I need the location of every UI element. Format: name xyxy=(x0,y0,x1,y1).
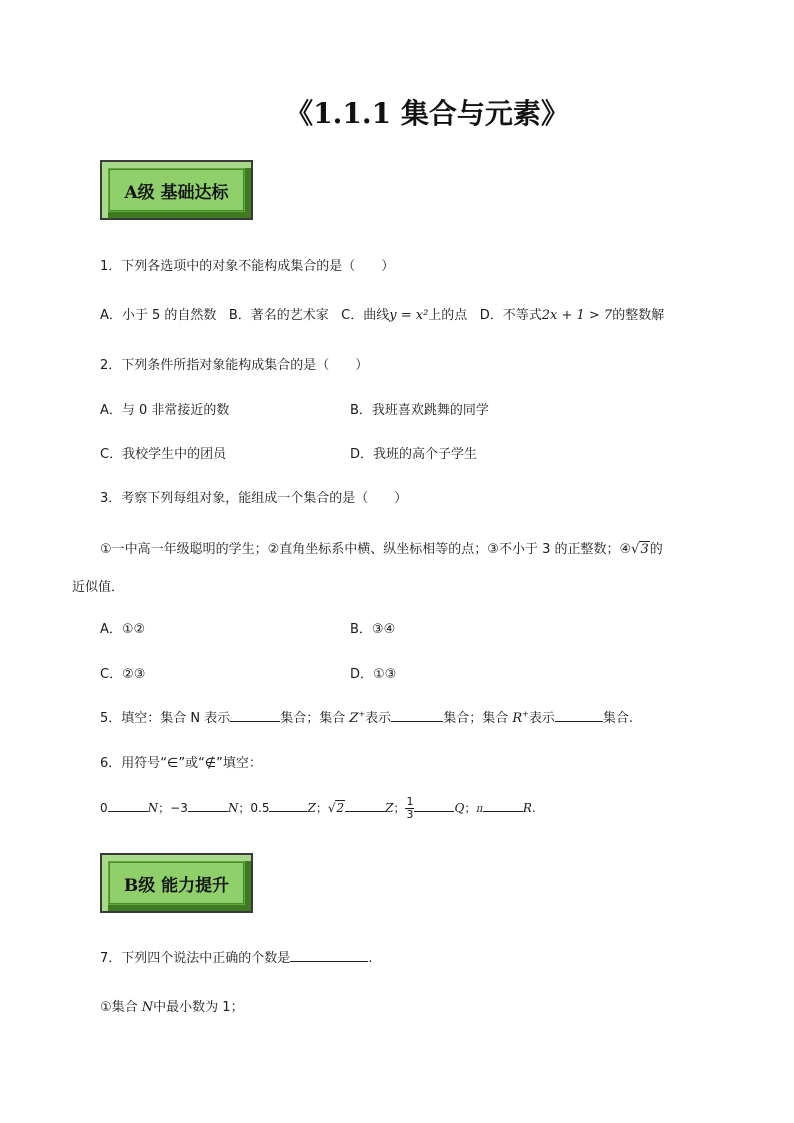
sqrt3-expression: √3 xyxy=(631,542,649,557)
q3-items-line1 xyxy=(100,538,663,557)
q5-set-z: Z xyxy=(349,711,359,726)
q1-option-c-prefix: C．曲线 xyxy=(341,308,390,323)
q6-stem: 6．用符号“∈”或“∉”填空： xyxy=(100,756,262,771)
section-a-badge xyxy=(100,160,253,220)
fraction-numerator: 1 xyxy=(406,795,414,808)
separator: ； xyxy=(238,801,251,815)
q6-blank-1[interactable] xyxy=(108,799,148,812)
q1-option-b: B．著名的艺术家 xyxy=(228,308,329,323)
q7-blank[interactable] xyxy=(290,949,368,962)
q6-set-z-1: Z xyxy=(307,801,316,815)
q1-stem: 1．下列各选项中的对象不能构成集合的是（ ） xyxy=(100,259,395,274)
sqrt3-radicand: 3 xyxy=(640,542,649,557)
q6-set-q: Q xyxy=(454,801,465,815)
q5-blank-1[interactable] xyxy=(230,709,280,722)
q5-text-6: 集合. xyxy=(602,711,633,726)
separator: ； xyxy=(393,801,406,815)
q7-item-1-prefix: ①集合 xyxy=(100,1000,138,1015)
period: . xyxy=(531,801,536,815)
q6-set-n-2: N xyxy=(227,801,239,815)
q2-option-b: B．我班喜欢跳舞的同学 xyxy=(350,403,489,418)
q7-item-1-set: N xyxy=(141,1000,154,1015)
q1-option-d-math: 2x + 1 > 7 xyxy=(541,308,613,323)
q6-set-r: R xyxy=(522,801,532,815)
fraction-denominator: 3 xyxy=(406,808,414,821)
q1-option-c-suffix: 上的点 xyxy=(428,308,468,323)
q1-option-c-math: y = x² xyxy=(389,308,429,323)
q3-option-a: A．①② xyxy=(100,622,146,637)
q5-line xyxy=(100,707,633,726)
q7-item-1-suffix: 中最小数为 1； xyxy=(153,1000,244,1015)
q1-option-d-prefix: D．不等式 xyxy=(479,308,542,323)
q6-value-0-5: 0.5 xyxy=(250,801,270,815)
q5-blank-3[interactable] xyxy=(555,709,603,722)
q1-option-d-suffix: 的整数解 xyxy=(612,308,665,323)
q6-blank-5[interactable] xyxy=(414,799,454,812)
q6-value-0: 0 xyxy=(100,801,108,815)
q6-blank-3[interactable] xyxy=(269,799,307,812)
q6-blank-4[interactable] xyxy=(345,799,385,812)
q7-stem-end: . xyxy=(368,951,373,966)
q5-text-1: 5．填空：集合 N 表示 xyxy=(100,711,231,726)
separator: ； xyxy=(158,801,171,815)
q5-plus-sup-2: + xyxy=(522,709,529,719)
q3-option-d: D．①③ xyxy=(350,667,397,682)
q6-value-minus3: −3 xyxy=(170,801,188,815)
section-b-badge xyxy=(100,853,253,913)
q2-stem: 2．下列条件所指对象能构成集合的是（ ） xyxy=(100,358,369,373)
q1-options xyxy=(100,304,664,323)
q6-pi: π xyxy=(476,804,483,815)
q6-blank-6[interactable] xyxy=(483,799,523,812)
q5-text-4: 集合；集合 xyxy=(443,711,509,726)
q5-blank-2[interactable] xyxy=(391,709,443,722)
q5-text-3: 表示 xyxy=(365,711,392,726)
q6-fraction xyxy=(405,796,414,821)
q5-text-2: 集合；集合 xyxy=(280,711,346,726)
q7-stem-text: 7．下列四个说法中正确的个数是 xyxy=(100,951,291,966)
q2-option-a: A．与 0 非常接近的数 xyxy=(100,403,230,418)
q6-fill-line xyxy=(100,796,536,821)
separator: ； xyxy=(464,801,477,815)
q6-sqrt2: √2 xyxy=(327,801,345,815)
q3-option-c: C．②③ xyxy=(100,667,146,682)
q2-option-d: D．我班的高个子学生 xyxy=(350,447,478,462)
q3-stem: 3．考察下列每组对象，能组成一个集合的是（ ） xyxy=(100,491,408,506)
sqrt2-radicand: 2 xyxy=(336,801,345,815)
q3-items-line2: 近似值． xyxy=(72,580,125,595)
section-a-label: A级 基础达标 xyxy=(109,169,244,211)
q3-option-b: B．③④ xyxy=(350,622,396,637)
q3-items-text: ①一中高一年级聪明的学生；②直角坐标系中横、纵坐标相等的点；③不小于 3 的正整数；④ xyxy=(100,542,632,557)
q6-set-n-1: N xyxy=(147,801,159,815)
q6-blank-2[interactable] xyxy=(188,799,228,812)
q5-set-r: R xyxy=(512,711,523,726)
q1-option-a: A．小于 5 的自然数 xyxy=(100,308,217,323)
page-title: 《1.1.1 集合与元素》 xyxy=(285,97,569,130)
q2-option-c: C．我校学生中的团员 xyxy=(100,447,227,462)
q5-text-5: 表示 xyxy=(528,711,555,726)
section-b-label: B级 能力提升 xyxy=(109,862,244,904)
q6-set-z-2: Z xyxy=(385,801,394,815)
q7-stem xyxy=(100,947,372,966)
q7-item-1 xyxy=(100,996,244,1015)
q3-items-tail: 的 xyxy=(649,542,663,557)
q5-plus-sup: + xyxy=(358,709,366,719)
separator: ； xyxy=(315,801,328,815)
